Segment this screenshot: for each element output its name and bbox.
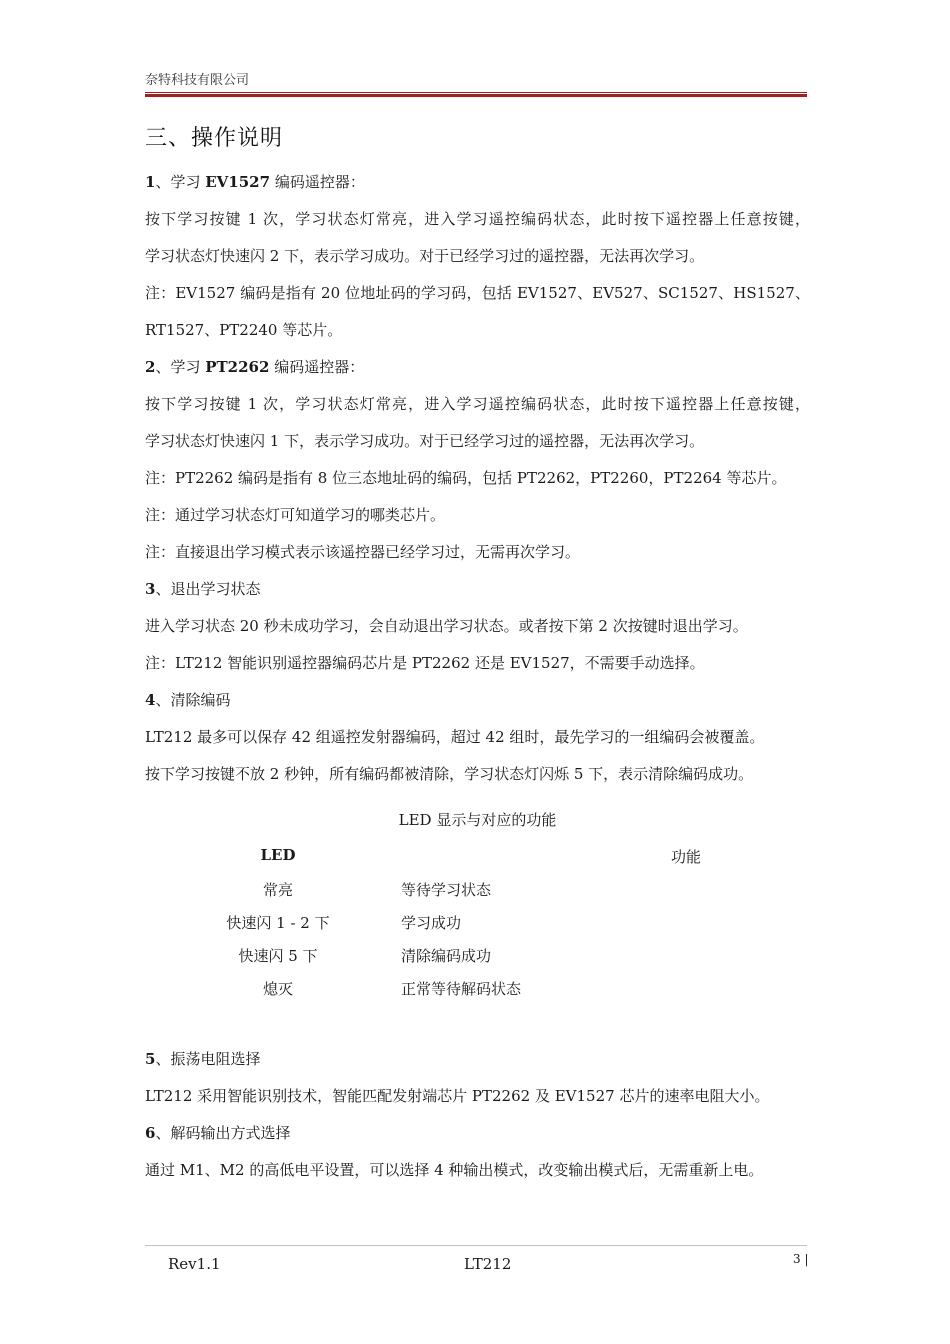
led-state: 快速闪 1 - 2 下 [226,914,330,932]
heading-text: 、退出学习状态 [155,580,261,598]
section-title: 三、操作说明 [145,126,284,151]
led-state: 熄灭 [262,980,293,998]
heading-number: 2 [145,358,156,376]
heading-exit-learn [145,580,810,598]
paragraph: LT212 最多可以保存 42 组遥控发射器编码，超过 42 组时，最先学习的一组编码会被覆盖。 [145,728,765,746]
paragraph: 学习状态灯快速闪 2 下，表示学习成功。对于已经学习过的遥控器，无法再次学习。 [145,247,705,265]
led-function: 学习成功 [401,914,462,932]
note: 注：PT2262 编码是指有 8 位三态地址码的编码，包括 PT2262，PT2260，PT2264 等芯片。 [145,469,787,487]
led-function: 正常等待解码状态 [401,980,522,998]
note: 注：通过学习状态灯可知道学习的哪类芯片。 [145,506,446,524]
heading-number: 1 [145,173,156,191]
table-row [200,945,836,978]
heading-oscillator-resistor [145,1050,810,1068]
body-text-continued [145,1050,810,1198]
footer-rule [145,1245,807,1246]
column-header-led: LED [260,846,296,864]
heading-learn-ev1527 [145,173,810,191]
header-rule-thin [145,92,807,93]
footer-revision: Rev1.1 [168,1255,221,1273]
page-number: 3 | [793,1252,809,1266]
heading-text: 、学习 [155,173,206,191]
paragraph: 通过 M1、M2 的高低电平设置，可以选择 4 种输出模式，改变输出模式后，无需重新上电。 [145,1161,764,1179]
paragraph: 按下学习按键不放 2 秒钟，所有编码都被清除，学习状态灯闪烁 5 下，表示清除编码成功。 [145,765,754,783]
paragraph: 进入学习状态 20 秒未成功学习，会自动退出学习状态。或者按下第 2 次按键时退出学习。 [145,617,748,635]
heading-learn-pt2262 [145,358,810,376]
heading-text: 、解码输出方式选择 [155,1124,291,1142]
table-caption: LED 显示与对应的功能 [398,811,557,829]
note: 注：EV1527 编码是指有 20 位地址码的学习码，包括 EV1527、EV527、SC1527、HS1527、 [145,284,810,302]
note: RT1527、PT2240 等芯片。 [145,321,343,339]
led-state: 常亮 [262,881,293,899]
heading-number: 3 [145,580,156,598]
heading-number: 5 [145,1050,156,1068]
header-rule-thick [145,94,807,97]
heading-text: 、学习 [155,358,206,376]
company-name: 奈特科技有限公司 [145,73,250,88]
heading-chip: PT2262 [205,358,270,376]
table-row [200,978,836,1011]
column-header-function: 功能 [670,848,701,866]
led-function: 等待学习状态 [401,881,492,899]
led-function: 清除编码成功 [401,947,492,965]
heading-number: 6 [145,1124,156,1142]
heading-chip: EV1527 [205,173,271,191]
table-row [200,912,836,945]
paragraph: 学习状态灯快速闪 1 下，表示学习成功。对于已经学习过的遥控器，无法再次学习。 [145,432,705,450]
footer-model: LT212 [464,1255,512,1273]
page-header [145,72,807,90]
table-row [200,879,836,912]
led-function-table [200,846,836,1011]
heading-text: 编码遥控器： [269,358,365,376]
paragraph: 按下学习按键 1 次，学习状态灯常亮，进入学习遥控编码状态，此时按下遥控器上任意按键， [145,210,810,228]
heading-text: 编码遥控器： [270,173,365,191]
heading-clear-codes [145,691,810,709]
led-state: 快速闪 5 下 [238,947,318,965]
table-header-row [200,846,836,879]
note: 注：LT212 智能识别遥控器编码芯片是 PT2262 还是 EV1527，不需要手动选择。 [145,654,705,672]
note: 注：直接退出学习模式表示该遥控器已经学习过，无需再次学习。 [145,543,581,561]
paragraph: LT212 采用智能识别技术，智能匹配发射端芯片 PT2262 及 EV1527 芯片的速率电阻大小。 [145,1087,770,1105]
heading-output-mode [145,1124,810,1142]
heading-number: 4 [145,691,156,709]
heading-text: 、振荡电阻选择 [155,1050,261,1068]
paragraph: 按下学习按键 1 次，学习状态灯常亮，进入学习遥控编码状态，此时按下遥控器上任意按键， [145,395,810,413]
body-text [145,173,810,802]
heading-text: 、清除编码 [155,691,231,709]
